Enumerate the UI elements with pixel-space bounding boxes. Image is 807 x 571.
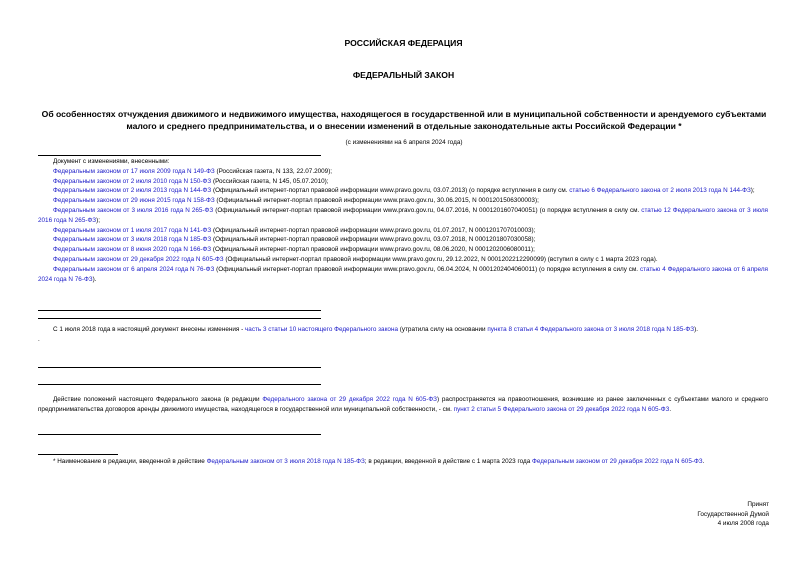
article-link[interactable]: статью 4 Федерального закона от 6 апреля 2024 года N 76-ФЗ	[38, 265, 768, 283]
editorial-note-2018: С 1 июля 2018 года в настоящий документ внесены изменения - часть 3 статьи 10 настоящего Федерального закона (утратила силу на основании пункта 8 статьи 4 Федерального закона от 3 июля 2018 года N 185-ФЗ). .	[38, 326, 698, 343]
footnote: * Наименование в редакции, введенной в действие Федеральным законом от 3 июля 2018 года N 185-ФЗ; в редакции, введенной в действие с 1 марта 2023 года Федеральным законом от 29 декабря 2022 года N 605-ФЗ.	[53, 458, 705, 465]
amendment-tail: );	[750, 187, 755, 195]
divider	[38, 318, 321, 319]
document-title: Об особенностях отчуждения движимого и недвижимого имущества, находящегося в государственной или в муниципальной собственности и арендуемого субъектами малого и среднего предпринимательства, и о внесении изменений в отдельные законодательные акты Российской Федерации *	[41, 109, 767, 131]
amendment-link[interactable]: Федеральным законом от 3 июля 2018 года N 185-ФЗ	[53, 236, 212, 244]
amendment-source: (Официальный интернет-портал правовой информации www.pravo.gov.ru, 30.06.2015, N 0001201506300003);	[214, 197, 539, 205]
amendment-item	[38, 235, 768, 245]
divider	[38, 155, 321, 156]
article-link[interactable]: статью 12 Федерального закона от 3 июля 2016 года N 265-ФЗ	[38, 206, 768, 224]
amendment-link[interactable]: Федеральным законом от 1 июля 2017 года N 141-ФЗ	[53, 226, 212, 234]
country-heading: РОССИЙСКАЯ ФЕДЕРАЦИЯ	[344, 38, 463, 48]
amendment-source: (Российская газета, N 133, 22.07.2009);	[214, 167, 333, 175]
amendment-item	[38, 177, 768, 187]
amendment-tail: ).	[92, 275, 97, 283]
editorial-note-2022: Действие положений настоящего Федерального закона (в редакции Федерального закона от 29 декабря 2022 года N 605-ФЗ) распространяется на правоотношения, возникшие из ранее заключенных с субъектами малого и среднего предпринимательства договоров аренды движимого имущества, находящегося в государственной или муниципальной собственности, - см. пункт 2 статьи 5 Федерального закона от 29 декабря 2022 года N 605-ФЗ.	[38, 396, 768, 413]
amendment-link[interactable]: Федеральным законом от 29 июня 2015 года N 158-ФЗ	[53, 197, 215, 205]
divider	[38, 367, 321, 368]
amendment-link[interactable]: Федеральным законом от 2 июля 2010 года N 150-ФЗ	[53, 177, 212, 185]
law-link[interactable]: Федерального закона от 29 декабря 2022 года N 605-ФЗ	[262, 396, 438, 403]
amendment-source: (Официальный интернет-портал правовой информации www.pravo.gov.ru, 08.06.2020, N 0001202006080011);	[211, 246, 535, 254]
amendments-list	[38, 157, 768, 284]
amendment-link[interactable]: Федеральным законом от 6 апреля 2024 года N 76-ФЗ	[53, 265, 215, 273]
footnote-divider	[38, 454, 118, 455]
amendment-item	[38, 255, 768, 265]
amendment-link[interactable]: Федеральным законом от 17 июля 2009 года N 149-ФЗ	[53, 167, 215, 175]
law-link[interactable]: пункта 8 статьи 4 Федерального закона от 3 июля 2018 года N 185-ФЗ	[487, 326, 695, 333]
amendment-link[interactable]: Федеральным законом от 2 июля 2013 года N 144-ФЗ	[53, 187, 212, 195]
amendment-link[interactable]: Федеральным законом от 8 июня 2020 года N 166-ФЗ	[53, 246, 212, 254]
amendment-source: (Российская газета, N 145, 05.07.2010);	[211, 177, 329, 185]
law-link[interactable]: Федеральным законом от 29 декабря 2022 года N 605-ФЗ	[532, 458, 703, 465]
amendment-item	[38, 196, 768, 206]
amendment-source: (Официальный интернет-портал правовой информации www.pravo.gov.ru, 04.07.2016, N 0001201607040051) (о порядке вступления в силу см.	[213, 206, 642, 214]
amendment-link[interactable]: Федеральным законом от 3 июля 2016 года N 265-ФЗ	[53, 206, 214, 214]
amendment-source: (Официальный интернет-портал правовой информации www.pravo.gov.ru, 06.04.2024, N 0001202404060011) (о порядке вступления в силу см.	[214, 265, 640, 273]
article-link[interactable]: пункт 2 статьи 5 Федерального закона от 29 декабря 2022 года N 605-ФЗ	[453, 405, 670, 413]
law-link[interactable]: Федеральным законом от 3 июля 2018 года N 185-ФЗ	[206, 458, 365, 465]
article-link[interactable]: часть 3 статьи 10 настоящего Федерального закона	[245, 326, 398, 333]
amendment-tail: );	[96, 216, 101, 224]
amendment-item	[38, 265, 768, 285]
amendment-link[interactable]: Федеральным законом от 29 декабря 2022 года N 605-ФЗ	[53, 255, 224, 263]
amendment-source: (Официальный интернет-портал правовой информации www.pravo.gov.ru, 01.07.2017, N 0001201707010003);	[211, 226, 536, 234]
amendment-source: (Официальный интернет-портал правовой информации www.pravo.gov.ru, 03.07.2018, N 0001201807030058);	[211, 236, 536, 244]
amendment-source: (Официальный интернет-портал правовой информации www.pravo.gov.ru, 03.07.2013) (о порядке вступления в силу см.	[211, 187, 570, 195]
changes-note: (с изменениями на 6 апреля 2024 года)	[345, 139, 463, 146]
divider	[38, 384, 321, 385]
amendment-item	[38, 245, 768, 255]
article-link[interactable]: статью 6 Федерального закона от 2 июля 2013 года N 144-ФЗ	[569, 187, 751, 195]
amendment-item	[38, 226, 768, 236]
divider	[38, 310, 321, 311]
amendment-item	[38, 206, 768, 226]
document-type-heading: ФЕДЕРАЛЬНЫЙ ЗАКОН	[352, 70, 455, 80]
amendment-item	[38, 186, 768, 196]
adoption-date: 4 июля 2008 года	[717, 520, 769, 528]
adoption-label: Принят	[747, 501, 769, 508]
amendment-source: (Официальный интернет-портал правовой информации www.pravo.gov.ru, 29.12.2022, N 0001202212290099) (вступил в силу с 1 марта 2023 года).	[223, 255, 658, 263]
divider	[38, 434, 321, 435]
adopting-body: Государственной Думой	[697, 510, 769, 518]
amendment-item	[38, 167, 768, 177]
adoption-block	[697, 500, 769, 529]
amendments-intro: Документ с изменениями, внесенными:	[53, 158, 170, 165]
